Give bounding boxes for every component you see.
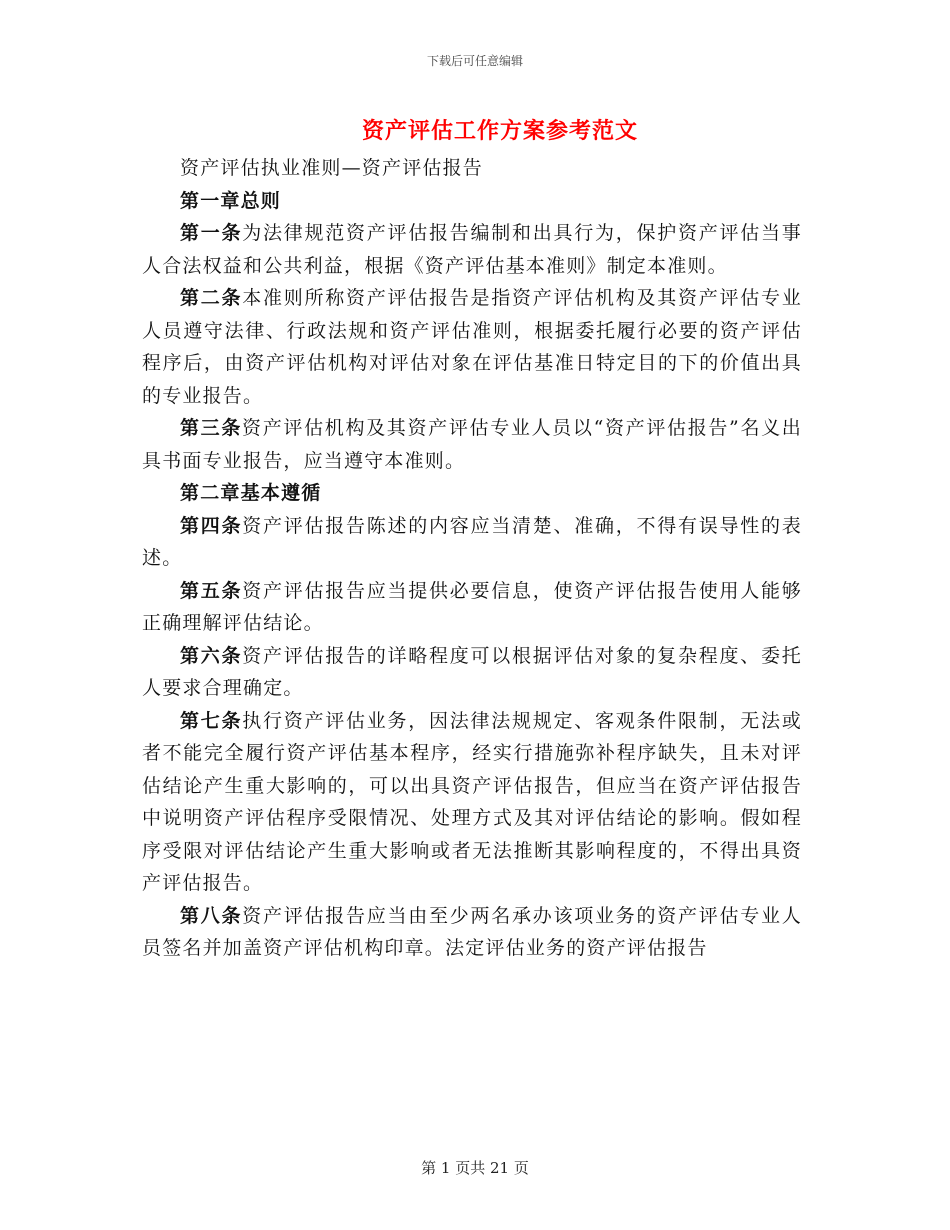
- article-2-label: 第二条: [180, 287, 243, 309]
- article-1-label: 第一条: [180, 222, 243, 244]
- article-8: [142, 900, 802, 965]
- chapter-heading-2: 第二章基本遵循: [180, 482, 322, 504]
- article-1-text: 为法律规范资产评估报告编制和出具行为，保护资产评估当事人合法权益和公共利益，根据《资产评估基本准则》制定本准则。: [142, 222, 802, 277]
- article-5: [142, 575, 802, 640]
- article-6: [142, 640, 802, 705]
- document-body: [142, 152, 802, 965]
- article-1: [142, 217, 802, 282]
- page-header: 下载后可任意编辑: [426, 54, 523, 68]
- article-6-text: 资产评估报告的详略程度可以根据评估对象的复杂程度、委托人要求合理确定。: [142, 644, 802, 699]
- article-3-text: 资产评估机构及其资产评估专业人员以“资产评估报告”名义出具书面专业报告，应当遵守本准则。: [142, 417, 802, 472]
- article-8-text: 资产评估报告应当由至少两名承办该项业务的资产评估专业人员签名并加盖资产评估机构印章。法定评估业务的资产评估报告: [142, 904, 802, 959]
- article-4-text: 资产评估报告陈述的内容应当清楚、准确，不得有误导性的表述。: [142, 514, 802, 569]
- article-3: [142, 412, 802, 477]
- article-7-label: 第七条: [180, 709, 243, 732]
- article-7: [142, 705, 802, 900]
- document-subtitle: 资产评估执业准则—资产评估报告: [180, 157, 484, 179]
- page-number: 第 1 页共 21 页: [421, 1159, 529, 1177]
- article-2: [142, 282, 802, 412]
- article-5-label: 第五条: [180, 579, 243, 602]
- article-4-label: 第四条: [180, 514, 243, 537]
- article-5-text: 资产评估报告应当提供必要信息，使资产评估报告使用人能够正确理解评估结论。: [142, 579, 802, 634]
- article-7-text: 执行资产评估业务，因法律法规规定、客观条件限制，无法或者不能完全履行资产评估基本程序，经实行措施弥补程序缺失，且未对评估结论产生重大影响的，可以出具资产评估报告，但应当在资产评估报告中说明资产评估程序受限情况、处理方式及其对评估结论的影响。假如程序受限对评估结论产生重大影响或者无法推断其影响程度的，不得出具资产评估报告。: [142, 709, 802, 894]
- chapter-heading-1: 第一章总则: [180, 189, 282, 212]
- article-2-text: 本准则所称资产评估报告是指资产评估机构及其资产评估专业人员遵守法律、行政法规和资产评估准则，根据委托履行必要的资产评估程序后，由资产评估机构对评估对象在评估基准日特定目的下的价值出具的专业报告。: [142, 287, 802, 407]
- article-6-label: 第六条: [180, 644, 243, 667]
- article-4: [142, 510, 802, 575]
- document-title: 资产评估工作方案参考范文: [361, 118, 638, 144]
- article-8-label: 第八条: [180, 904, 243, 927]
- article-3-label: 第三条: [180, 417, 243, 439]
